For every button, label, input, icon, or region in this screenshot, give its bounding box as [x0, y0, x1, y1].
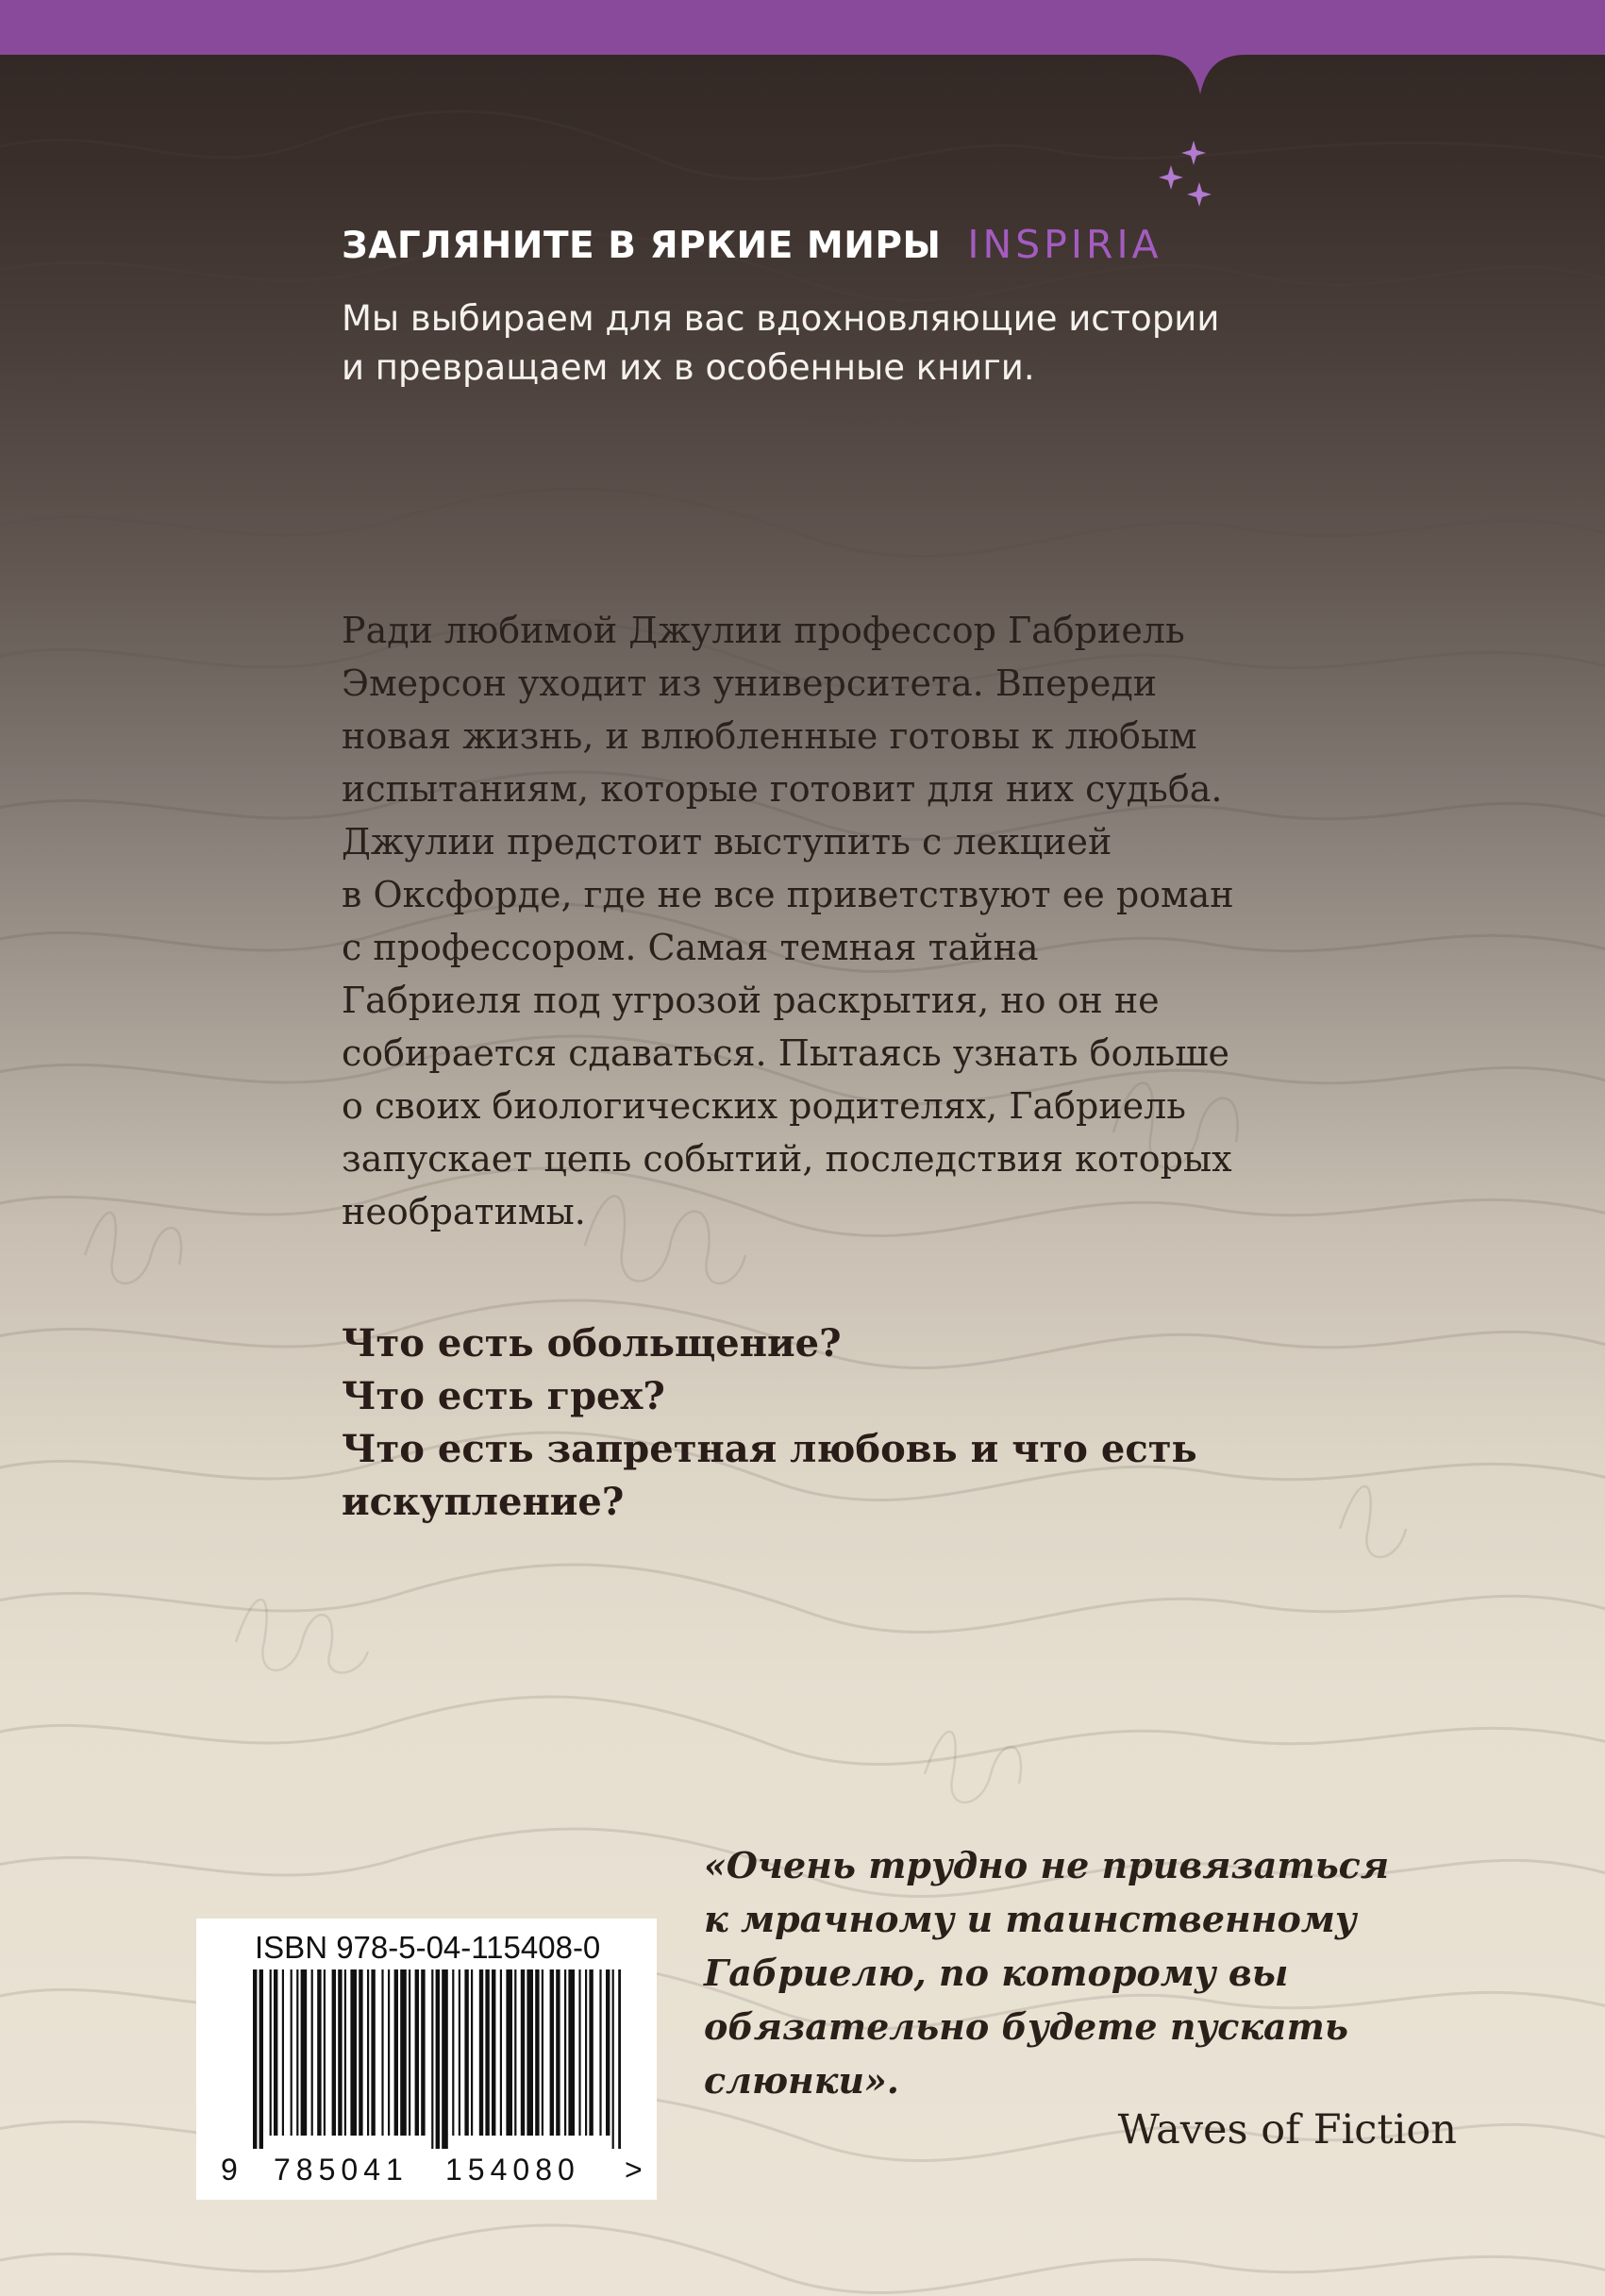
quote-line: к мрачному и таинственному	[704, 1898, 1357, 1940]
barcode-digits-right-group: 154080	[445, 2153, 580, 2187]
tagline-line: и превращаем их в особенные книги.	[342, 347, 1035, 388]
barcode-bar	[459, 1969, 460, 2136]
barcode-bar	[599, 1969, 601, 2136]
barcode-bar	[344, 1969, 346, 2136]
barcode-digit-prefix: 9	[221, 2153, 238, 2187]
barcode-bar	[415, 1969, 419, 2136]
barcode-bar	[296, 1969, 298, 2136]
barcode-bar	[564, 1969, 566, 2136]
barcode-bar	[527, 1969, 533, 2136]
brand-name: INSPIRIA	[967, 222, 1162, 267]
isbn-barcode	[196, 1919, 657, 2200]
barcode-bar	[606, 1969, 610, 2136]
barcode-bar	[500, 1969, 502, 2136]
top-band-shape	[0, 0, 1605, 94]
barcode-bar	[479, 1969, 483, 2136]
barcode-bar	[485, 1969, 489, 2136]
barcode-bar	[317, 1969, 321, 2136]
barcode-bar	[556, 1969, 560, 2136]
description-line: необратимы.	[342, 1191, 586, 1232]
quote-line: «Очень трудно не привязаться	[704, 1844, 1390, 1886]
barcode-bar	[618, 1969, 621, 2149]
description-line: новая жизнь, и влюбленные готовы к любым	[342, 715, 1197, 757]
description-line: собирается сдаваться. Пытаясь узнать больше	[342, 1032, 1230, 1074]
barcode-bar	[421, 1969, 425, 2136]
description-line: с профессором. Самая темная тайна	[342, 927, 1039, 968]
series-title: ЗАГЛЯНИТЕ В ЯРКИЕ МИРЫ	[342, 225, 942, 267]
barcode-bar	[259, 1969, 263, 2149]
barcode-bar	[253, 1969, 257, 2149]
barcode-bar	[464, 1969, 468, 2136]
description-line: Габриеля под угрозой раскрытия, но он не	[342, 980, 1160, 1021]
barcode-bar	[514, 1969, 516, 2136]
description-line: в Оксфорде, где не все приветствуют ее роман	[342, 874, 1234, 915]
series-header	[342, 222, 1162, 278]
description-line: Джулии предстоит выступить с лекцией	[342, 821, 1112, 863]
barcode-quiet-zone-mark: >	[625, 2153, 643, 2187]
barcode-bar	[521, 1969, 525, 2136]
description-line: запускает цепь событий, последствия которых	[342, 1138, 1232, 1180]
barcode-bar	[612, 1969, 614, 2149]
barcode-digits-left-group: 785041	[274, 2153, 409, 2187]
barcode-bar	[542, 1969, 543, 2136]
quote-attribution: Waves of Fiction	[1117, 2106, 1457, 2154]
barcode-bar	[400, 1969, 407, 2136]
barcode-bar	[311, 1969, 313, 2136]
barcode-bar	[332, 1969, 336, 2136]
review-quote	[704, 1838, 1459, 2107]
quote-line: слюнки».	[704, 2059, 900, 2102]
description-line: о своих биологических родителях, Габриель	[342, 1085, 1186, 1127]
barcode-bar	[578, 1969, 580, 2136]
barcode-bar	[550, 1969, 554, 2136]
barcode-bar	[301, 1969, 308, 2136]
description-line: испытаниям, которые готовит для них судьба.	[342, 768, 1223, 810]
teaser-questions	[342, 1317, 1436, 1529]
barcode-bar	[589, 1969, 593, 2136]
barcode-bar	[452, 1969, 454, 2136]
question-line: искупление?	[342, 1480, 625, 1524]
barcode-bar	[359, 1969, 362, 2136]
barcode-bars	[253, 1969, 621, 2149]
barcode-bar	[274, 1969, 277, 2136]
tagline-line: Мы выбираем для вас вдохновляющие истории	[342, 298, 1220, 339]
barcode-bar	[324, 1969, 326, 2136]
series-tagline	[342, 294, 1379, 393]
question-line: Что есть запретная любовь и что есть	[342, 1427, 1197, 1471]
description-line: Эмерсон уходит из университета. Впереди	[342, 662, 1158, 704]
barcode-bar	[535, 1969, 539, 2136]
barcode-bar	[394, 1969, 398, 2136]
question-line: Что есть грех?	[342, 1374, 665, 1418]
barcode-bar	[338, 1969, 342, 2136]
sparkle-stars-icon	[1156, 137, 1222, 212]
isbn-label: ISBN 978-5-04-115408-0	[255, 1930, 601, 1965]
barcode-bar	[381, 1969, 383, 2136]
barcode-bar	[568, 1969, 575, 2136]
barcode-bar	[431, 1969, 433, 2149]
barcode-bar	[270, 1969, 272, 2136]
barcode-bar	[350, 1969, 357, 2136]
barcode-bar	[585, 1969, 587, 2136]
barcode-bar	[371, 1969, 375, 2136]
book-description	[342, 604, 1436, 1238]
barcode-bar	[282, 1969, 284, 2136]
barcode-bar	[471, 1969, 473, 2136]
top-color-band	[0, 0, 1605, 104]
barcode-bar	[492, 1969, 495, 2136]
quote-line: обязательно будете пускать	[704, 2005, 1348, 2048]
question-line: Что есть обольщение?	[342, 1321, 842, 1366]
barcode-bar	[388, 1969, 390, 2136]
barcode-bar	[409, 1969, 410, 2136]
barcode-bar	[442, 1969, 448, 2149]
description-line: Ради любимой Джулии профессор Габриель	[342, 610, 1185, 651]
barcode-bar	[436, 1969, 440, 2149]
barcode-bar	[291, 1969, 293, 2136]
barcode-bar	[506, 1969, 512, 2136]
barcode-bar	[367, 1969, 369, 2136]
quote-line: Габриелю, по которому вы	[704, 1952, 1289, 1994]
